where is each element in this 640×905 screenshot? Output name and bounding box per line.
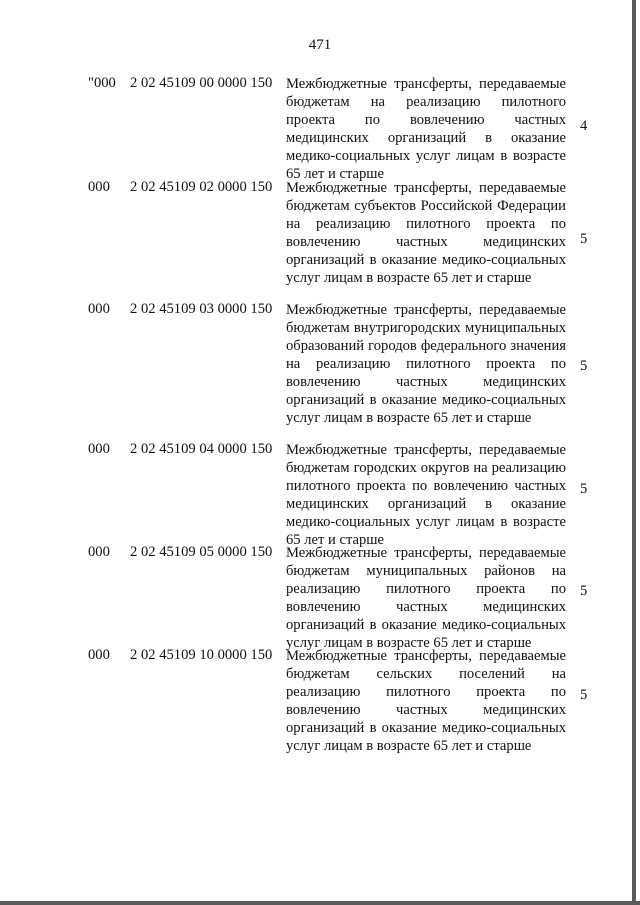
amount-value: 5 bbox=[580, 231, 588, 247]
income-description: Межбюджетные трансферты, передаваемые бюджетам городских округов на реализацию пилотного проекта по вовлечению частных медицинских организаций в оказание медико-социальных услуг лицам в возрасте 65 лет и старше bbox=[286, 442, 566, 548]
budget-classification-code: 2 02 45109 04 0000 150 bbox=[130, 441, 273, 457]
admin-code: 000 bbox=[88, 301, 110, 317]
budget-classification-code: 2 02 45109 02 0000 150 bbox=[130, 179, 273, 195]
admin-code: "000 bbox=[88, 75, 116, 91]
income-description: Межбюджетные трансферты, передаваемые бюджетам муниципальных районов на реализацию пилотного проекта по вовлечению частных медицинских организаций в оказание медико-социальных услуг лицам в возрасте 65 лет и старше bbox=[286, 545, 566, 651]
admin-code: 000 bbox=[88, 179, 110, 195]
budget-classification-code: 2 02 45109 10 0000 150 bbox=[130, 647, 273, 663]
admin-code: 000 bbox=[88, 441, 110, 457]
amount-value: 4 bbox=[580, 118, 588, 134]
scan-border-right bbox=[632, 0, 636, 905]
income-description: Межбюджетные трансферты, передаваемые бюджетам внутригородских муниципальных образований городов федерального значения на реализацию пилотного проекта по вовлечению частных медицинских организаций в оказание медико-социальных услуг лицам в возрасте 65 лет и старше bbox=[286, 302, 566, 426]
admin-code: 000 bbox=[88, 544, 110, 560]
income-description: Межбюджетные трансферты, передаваемые бюджетам субъектов Российской Федерации на реализацию пилотного проекта по вовлечению частных медицинских организаций в оказание медико-социальных услуг лицам в возрасте 65 лет и старше bbox=[286, 180, 566, 286]
amount-value: 5 bbox=[580, 481, 588, 497]
amount-value: 5 bbox=[580, 358, 588, 374]
page-number: 471 bbox=[308, 37, 332, 53]
amount-value: 5 bbox=[580, 687, 588, 703]
income-description: Межбюджетные трансферты, передаваемые бюджетам сельских поселений на реализацию пилотного проекта по вовлечению частных медицинских организаций в оказание медико-социальных услуг лицам в возрасте 65 лет и старше bbox=[286, 648, 566, 754]
budget-classification-code: 2 02 45109 05 0000 150 bbox=[130, 544, 273, 560]
amount-value: 5 bbox=[580, 583, 588, 599]
scan-border-bottom bbox=[0, 901, 640, 905]
budget-classification-code: 2 02 45109 00 0000 150 bbox=[130, 75, 273, 91]
budget-classification-code: 2 02 45109 03 0000 150 bbox=[130, 301, 273, 317]
income-description: Межбюджетные трансферты, передаваемые бюджетам на реализацию пилотного проекта по вовлечению частных медицинских организаций в оказание медико-социальных услуг лицам в возрасте 65 лет и старше bbox=[286, 76, 566, 182]
admin-code: 000 bbox=[88, 647, 110, 663]
